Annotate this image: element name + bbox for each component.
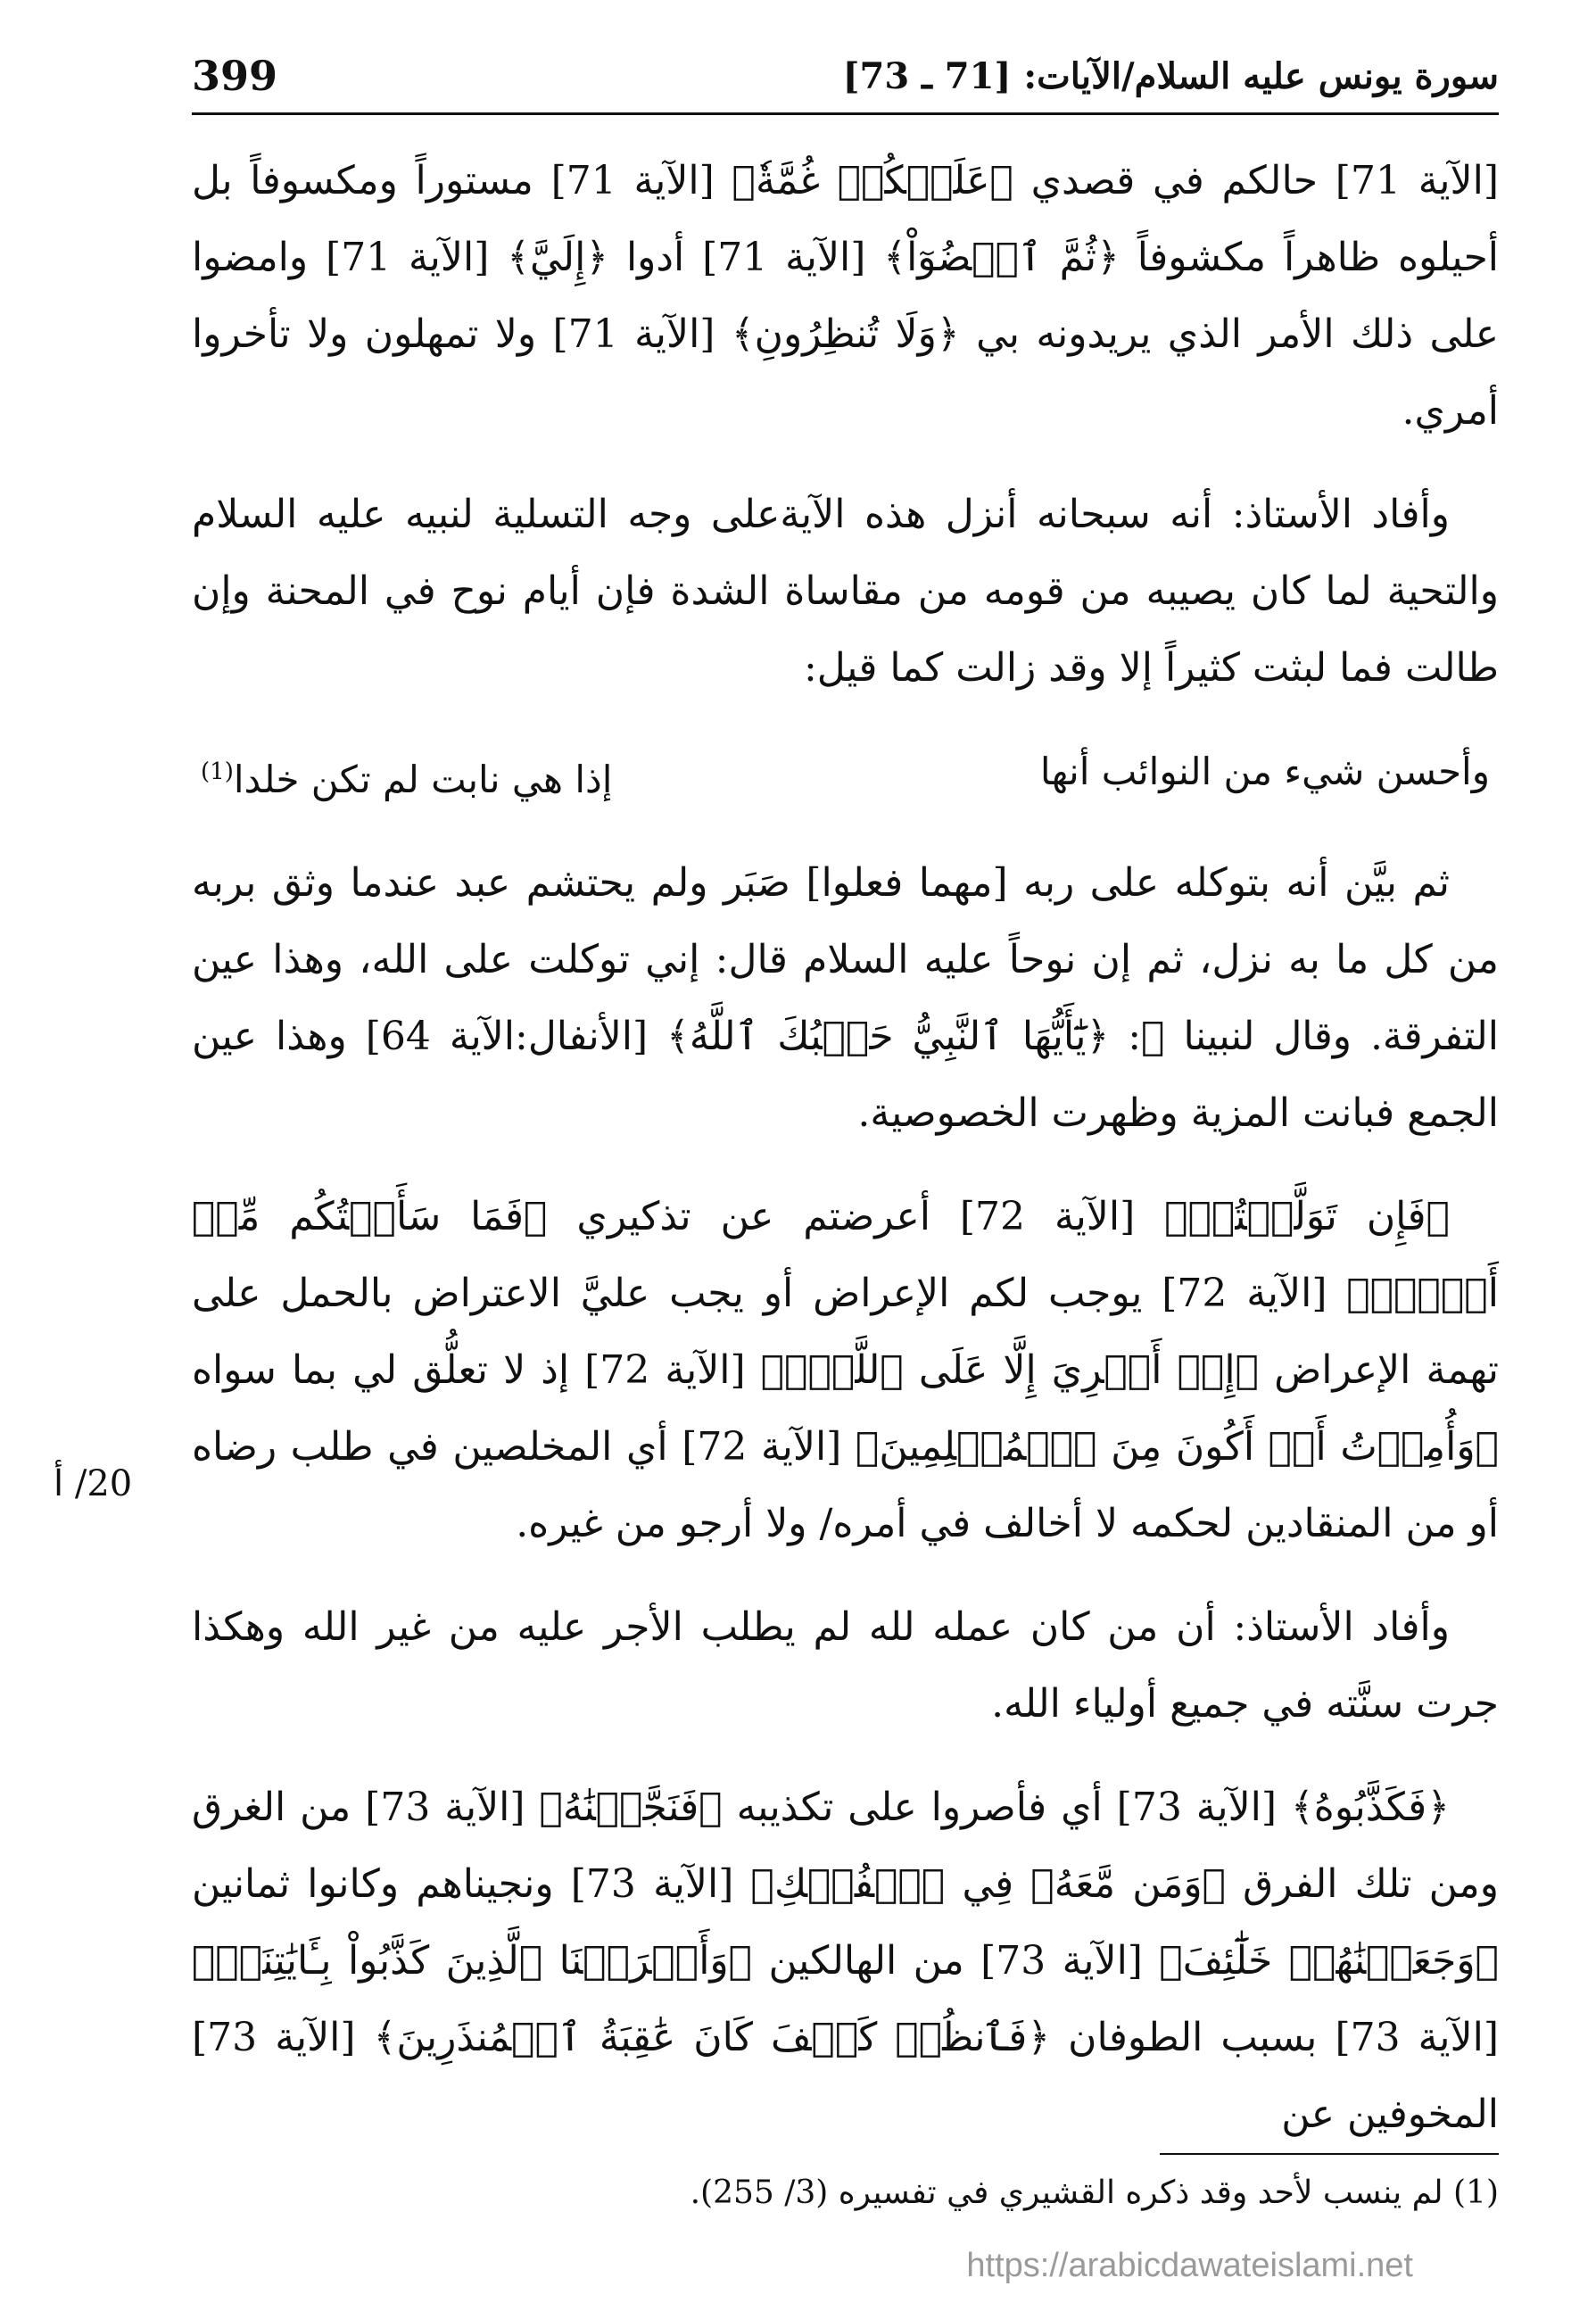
poetry-verse: [192, 733, 1499, 818]
paragraph-4: ﴿فَإِن تَوَلَّيۡتُمۡ﴾ [الآية 72] أعرضتم عن تذكيري ﴿فَمَا سَأَلۡتُكُم مِّنۡ أَجۡرٍۖ﴾ [الآية 72] يوجب لكم الإعراض أو يجب عليَّ الاعتراض بالحمل على تهمة الإعراض ﴿إِنۡ أَجۡرِيَ إِلَّا عَلَى ٱللَّهِۖ﴾ [الآية 72] إذ لا تعلُّق لي بما سواه ﴿وَأُمِرۡتُ أَنۡ أَكُونَ مِنَ ٱلۡمُسۡلِمِينَ﴾ [الآية 72] أي المخلصين في طلب رضاه أو من المنقادين لحكمه لا أخالف في أمره/ ولا أرجو من غيره.: [192, 1194, 1500, 1546]
paragraph-1: [الآية 71] حالكم في قصدي ﴿عَلَيۡكُمۡ غُمَّةٗ﴾ [الآية 71] مستوراً ومكسوفاً بل أحيلوه ظاهراً مكشوفاً ﴿ثُمَّ ٱقۡضُوٓاْ﴾ [الآية 71] أدوا ﴿إِلَيَّ﴾ [الآية 71] وامضوا على ذلك الأمر الذي يريدونه بي ﴿وَلَا تُنظِرُونِ﴾ [الآية 71] ولا تمهلون ولا تأخروا أمري.: [192, 158, 1500, 434]
paragraph-3: ثم بيَّن أنه بتوكله على ربه [مهما فعلوا] صَبَر ولم يحتشم عبد عندما وثق بربه من كل ما به نزل، ثم إن نوحاً عليه السلام قال: إني توكلت على الله، وهذا عين التفرقة. وقال لنبينا ﷺ: ﴿يَٰٓأَيُّهَا ٱلنَّبِيُّ حَسۡبُكَ ٱللَّهُ﴾ [الأنفال:الآية 64] وهذا عين الجمع فبانت المزية وظهرت الخصوصية.: [192, 860, 1500, 1136]
paragraph-6: ﴿فَكَذَّبُوهُ﴾ [الآية 73] أي فأصروا على تكذيبه ﴿فَنَجَّيۡنَٰهُ﴾ [الآية 73] من الغرق ومن تلك الفرق ﴿وَمَن مَّعَهُۥ فِي ٱلۡفُلۡكِ﴾ [الآية 73] ونجيناهم وكانوا ثمانين ﴿وَجَعَلۡنَٰهُمۡ خَلَٰٓئِفَ﴾ [الآية 73] من الهالكين ﴿وَأَغۡرَقۡنَا ٱلَّذِينَ كَذَّبُواْ بِـَٔايَٰتِنَاۖ﴾ [الآية 73] بسبب الطوفان ﴿فَٱنظُرۡ كَيۡفَ كَانَ عَٰقِبَةُ ٱلۡمُنذَرِينَ﴾ [الآية 73] المخوفين عن: [192, 1785, 1500, 2137]
footnote-divider: [1160, 2153, 1499, 2155]
page-number: 399: [192, 52, 278, 100]
footnote: (1) لم ينسب لأحد وقد ذكره القشيري في تفسيره (3/ 255).: [690, 2174, 1499, 2211]
paragraph-2: وأفاد الأستاذ: أنه سبحانه أنزل هذه الآيةعلى وجه التسلية لنبيه عليه السلام والتحية لما كان يصيبه من قومه من مقاساة الشدة فإن أيام نوح في المحنة وإن طالت فما لبثت كثيراً إلا وقد زالت كما قيل:: [192, 492, 1499, 691]
footnote-mark: (1): [201, 758, 234, 785]
main-text: [192, 143, 1499, 2180]
header-title: سورة يونس عليه السلام/الآيات: [71 ـ 73]: [842, 55, 1499, 97]
paragraph-5: وأفاد الأستاذ: أن من كان عمله لله لم يطلب الأجر عليه من غير الله وهكذا جرت سنَّته في جميع أولياء الله.: [192, 1604, 1499, 1727]
watermark-url: https://arabicdawateislami.net: [966, 2247, 1413, 2284]
verse-second-hemistich-text: إذا هي نابت لم تكن خلدا: [233, 758, 613, 801]
running-header: [192, 50, 1499, 115]
verse-second-hemistich: [201, 733, 612, 818]
verse-first-hemistich: وأحسن شيء من النوائب أنها: [1039, 750, 1490, 793]
margin-note: 20/ أ: [54, 1463, 133, 1504]
